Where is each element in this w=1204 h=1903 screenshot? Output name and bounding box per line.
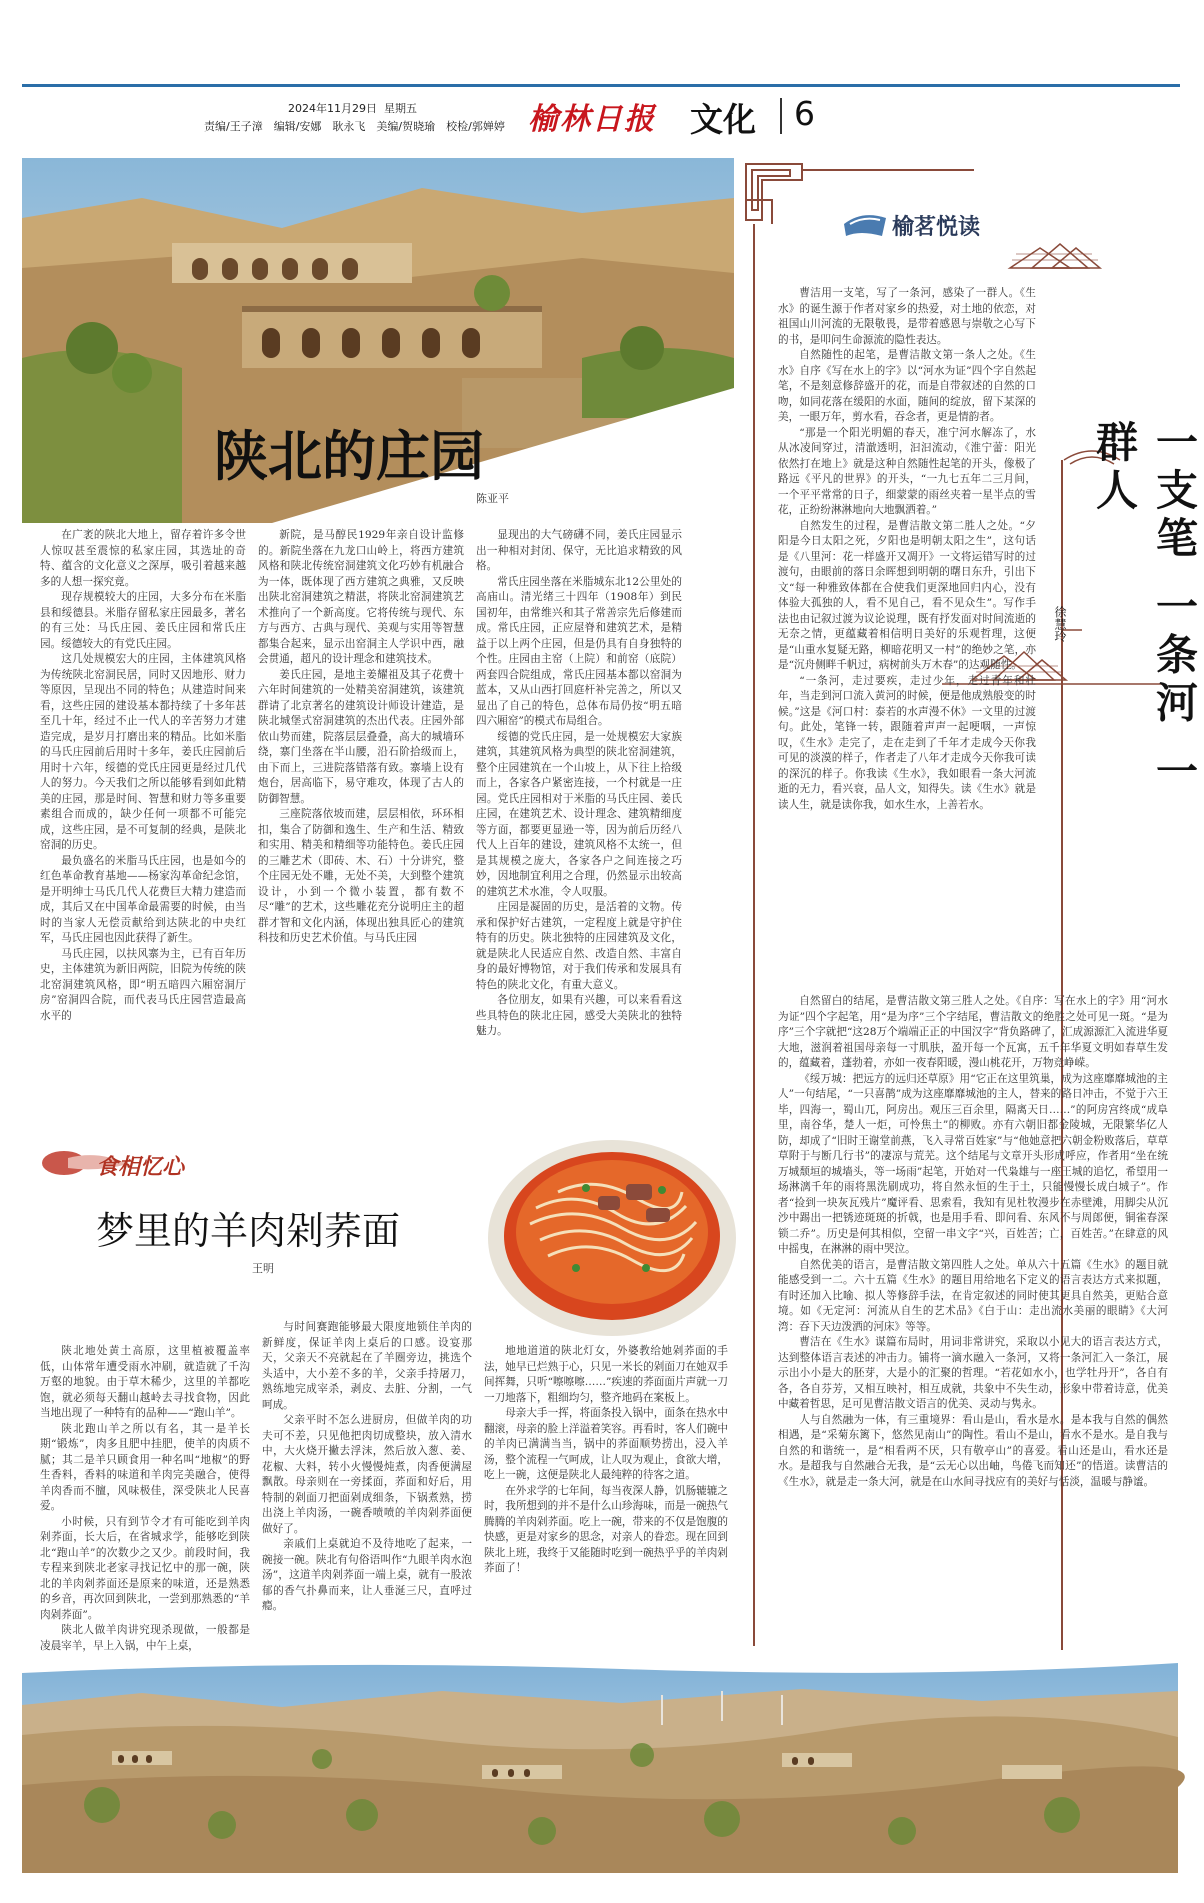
manor-article-col-2: [258, 528, 464, 1120]
manor-article-col-1: [40, 528, 246, 1120]
paragraph: 新院，是马醇民1929年亲自设计监修的。新院坐落在九龙口山岭上，将西方建筑风格和陕北传统窑洞建筑文化巧妙有机融合为一体，既体现了西方建筑之典雅，又反映出陕北窑洞建筑之精湛，将陕北窑洞建筑艺术推向了一个新高度。它将传统与现代、东方与西方、古典与现代、美观与实用等智慧都集合起来，显示出窑洞主人学识中西，融会贯通，超凡的设计理念和建筑技术。: [258, 529, 464, 665]
issue-weekday: 星期五: [384, 102, 417, 115]
paragraph: 陕北地处黄土高原，这里植被覆盖率低，山体常年遭受雨水冲刷，就造就了千沟万壑的地貌。由于草木稀少，这里的羊都吃饱，就必须每天翻山越岭去寻找食物，因此当地出现了一种特有的品种——“跑山羊”。: [40, 1345, 250, 1419]
paragraph: 在外求学的七年间，每当夜深人静，饥肠辘辘之时，我所想到的并不是什么山珍海味，而是一碗热气腾腾的羊肉剁荞面。吃上一碗，带来的不仅是饱腹的快感，更是对家乡的思念，对亲人的眷恋。现在回到陕北上班，我终于又能随时吃到一碗热乎乎的羊肉剁荞面了！: [484, 1484, 728, 1574]
paragraph: 现存规模较大的庄园，大多分布在米脂县和绥德县。米脂存留私家庄园最多，著名的有三处：马氏庄园、姜氏庄园和常氏庄园。绥德较大的有党氏庄园。: [40, 591, 246, 650]
paragraph: 人与自然融为一体，有三重境界：看山是山，看水是水。是本我与自然的偶然相遇，是“采菊东篱下，悠然见南山”的陶性。看山不是山，看水不是水。是自我与自然的和谐统一，是“相看两不厌，只有敬亭山”的喜爱。看山还是山，看水还是水。是超我与自然融合无我，是“云无心以出岫，鸟倦飞而知还”的悟道。读曹洁的《生水》，就是走一条大河，就是在山水间寻找应有的美好与恬淡，温暖与静谧。: [778, 1413, 1168, 1488]
paragraph: 在广袤的陕北大地上，留存着许多令世人惊叹甚至震惊的私家庄园，其选址的奇特、蕴含的文化意义之深厚，吸引着越来越多的人想一探究竟。: [40, 529, 246, 588]
food-article-title: 梦里的羊肉剁荞面: [96, 1209, 401, 1253]
paragraph: “那是一个阳光明媚的春天，准宁河水解冻了，水从冰凌间穿过，清澈透明，汩汩流动，《淮宁蕾：阳光依然打在地上》就是这种自然随性起笔的开头，像极了路远《平凡的世界》的开头，“一九七五年二三月间，一个平平常常的日子，细蒙蒙的雨丝夹着一星半点的雪花，正纷纷淋淋地向大地飘洒着。”: [778, 426, 1036, 516]
paragraph: 自然优美的语言，是曹洁散文第四胜人之处。单从六十五篇《生水》的题目就能感受到一二。六十五篇《生水》的题目用给地名下定义的语言表达方式来拟题，有时还加入比喻、拟人等修辞手法，在肯定叙述的同时使其更具自然美，更贴合意境。如《无定河：河流从自生的艺术品》《白于山：走出流水美丽的眼睛》《大河湾：吞下天边泼洒的河床》等等。: [778, 1258, 1168, 1333]
paragraph: 陕北人做羊肉讲究现杀现做，一般都是凌晨宰羊，早上入锅，中午上桌，: [40, 1624, 250, 1652]
paragraph: 《绥万城：把远方的远归还草原》用“它正在这里筑巢，成为这座靡靡城池的主人”一句结尾，“一只喜鹊”成为这座靡靡城池的主人，替来的路日冲击，不觉于六王毕，四海一，蜀山兀，阿房出。观压三百余里，隔离天日……”的阿房宫终成“成阜里，南谷华，楚人一炬，可怜焦土”的柳败。亦有六朝旧都金陵城，无限繁华亿人防，却成了“旧时王谢堂前燕，飞入寻常百姓家”与“他她意把六朝金粉败落后，草草草附于与断几行书”的凄凉与荒芜。这个结尾与文章开头形成呼应，作者用“坐在统万城颓垣的城墙头，等一场雨”起笔，开始对一代枭雄与一座王城的追忆，希望用一场淋漓千年的雨将黑洗刷成功，将自然永恒的生于土，只能慢慢长成白城子”。作者“捡到一块灰瓦残片”魔评看、思索看，我知有见杜牧漫步在赤壁滩，用脚尖从沉沙中踢出一把锈迹斑斑的折戟，也是用手看、即问看、东风不与周郎便，铜雀春深锁二乔”。历史是何其相似，空留一串文字“兴，百姓苦；亡，百姓苦。”在肆意的风中摇曳，在淋淋的雨中哭泣。: [778, 1072, 1168, 1255]
section-name: 文化: [690, 100, 756, 139]
noodle-bowl-photo: [486, 1128, 738, 1340]
paragraph: 马氏庄园，以扶风寨为主，已有百年历史，主体建筑为新旧两院，旧院为传统的陕北窑洞建筑风格，即“明五暗四六厢窑洞厅房”窑洞四合院，而代表马氏庄园营造最高水平的: [40, 947, 246, 1022]
paragraph: 显现出的大气磅礴不同，姜氏庄园显示出一种相对封闭、保守，无比追求精致的风格。: [476, 529, 682, 572]
paragraph: 自然留白的结尾，是曹洁散文第三胜人之处。《自序：写在水上的字》用“河水为证”四个字起笔，用“是为序”三个字结尾，曹洁散文的绝胜之处可见一斑。“是为序”三个字就把“这28万个端端正正的中国汉字”背负路碑了，汇成源源汇入流进华夏大地，滋润着祖国母亲每一寸肌肤，盈开每一个瓦寓，五千年华夏文明如春草生发的，蕴藏着，蓬勃着，亦如一夜春阳暖，漫山桃花开，万物竞峥嵘。: [778, 995, 1168, 1069]
paragraph: 父亲平时不怎么进厨房，但做羊肉的功夫可不差，只见他把肉切成整块，放入清水中，大火烧开撇去浮沫，然后放入葱、姜、花椒、大料，转小火慢慢炖煮，肉香便满屋飘散。母亲则在一旁揉面，荞面和好后，用特制的剁面刀把面剁成细条，下锅煮熟，捞出浇上羊肉汤，一碗香喷喷的羊肉剁荞面便做好了。: [262, 1414, 472, 1535]
paragraph: 亲戚们上桌就迫不及待地吃了起来，一碗接一碗。陕北有句俗语叫作“九眼羊肉水泡汤”，这道羊肉剁荞面一端上桌，就有一股浓郁的香气扑鼻而来，让人垂涎三尺，直呼过瘾。: [262, 1538, 472, 1612]
editor-credits: 责编/王子漳 编辑/安娜 耿永飞 美编/贺晓瑜 校检/郭婵婷: [204, 120, 505, 133]
paragraph: 各位朋友，如果有兴趣，可以来看看这些具特色的陕北庄园，感受大美陕北的独特魅力。: [476, 994, 682, 1037]
header-divider: [780, 98, 782, 134]
article-title: 陕北的庄园: [214, 425, 484, 488]
paragraph: 陕北跑山羊之所以有名，其一是羊长期“锻炼”，肉多且肥中挂肥，使羊的肉质不腻；其二是羊只顾食用一种名叫“地椒”的野生香料，香料的味道和羊肉完美融合，使得羊肉香而不膻，风味极佳，深受陕北人民喜爱。: [40, 1422, 250, 1512]
reading-article-author: 徐慧玲: [1053, 606, 1067, 642]
book-column-icon: [842, 210, 888, 238]
paragraph: 自然随性的起笔，是曹洁散文第一条人之处。《生水》自序《写在水上的字》以“河水为证”四个字自然起笔，不是刻意修辞盛开的花，而是自带叙述的自然的口吻，如同花落在缓阳的水面，随间的绽放，留下某深的美，一眼万年，剪水看，吞念者，更是情韵者。: [778, 349, 1036, 423]
page-number: 6: [794, 94, 815, 133]
paragraph: 庄园是凝固的历史，是活着的文物。传承和保护好古建筑，一定程度上就是守护住特有的历史。陕北独特的庄园建筑及文化，就是陕北人民适应自然、改造自然、丰富自身的最好博物馆，对于我们传承和发展具有特色的陕北文化，有重大意义。: [476, 901, 682, 991]
paragraph: 姜氏庄园，是地主姜耀祖及其子花费十六年时间建筑的一处精美窑洞建筑，该建筑群请了北京著名的建筑设计师设计建造，是陕北城堡式窑洞建筑的杰出代表。庄园外部依山势而建，院落层层叠叠，高大的城墙环绕，寨门坐落在半山腰，沿石阶拾级而上，由下而上，三进院落错落有致。寨墙上设有炮台，居高临下，易守难攻，体现了古人的防御智慧。: [258, 668, 464, 805]
paragraph: 小时候，只有到节令才有可能吃到羊肉剁荞面，长大后，在省城求学，能够吃到陕北“跑山羊”的次数少之又少。前段时间，我专程来到陕北老家寻找记忆中的那一碗，陕北的羊肉剁荞面还是原来的味道，还是熟悉的乡音，再次回到陕北，一尝到那熟悉的“羊肉剁荞面”。: [40, 1515, 250, 1621]
food-article-col-3: [484, 1344, 728, 1636]
article-author: 陈亚平: [476, 492, 509, 505]
reading-article-top-text: [778, 286, 1036, 988]
food-column-tag: 食相忆心: [96, 1154, 185, 1180]
paragraph: 绥德的党氏庄园，是一处规模宏大家族建筑，其建筑风格为典型的陕北窑洞建筑，整个庄园建筑在一个山坡上，从下往上拾级而上，各家各户紧密连接，一个村就是一庄园。党氏庄园相对于米脂的马氏庄园、姜氏庄园，在建筑艺术、设计理念、建筑精细度等方面，都要更显逊一等，因为前后历经八代人上百年的建设，建筑风格不太统一，但是其规模之庞大，各家各户之间连接之巧妙，因地制宜利用之合理，仍然显示出较高的建筑艺术水准，令人叹服。: [476, 730, 682, 898]
loess-plateau-panorama: [22, 1655, 1178, 1873]
paragraph: “一条河，走过要疾，走过少年，走过青年和壮年，当走到河口流入黄河的时候，便是他成熟般变的时候。”这是《河口村：泰若的水声漫不休》一文里的过渡句。此处，笔锋一转，跟随着声声一起哽咽，一声惊叹，《生水》走完了，走在走到了千年才走成今天你我可见的淡漠的样子，作者走了八年才走成今天你我可读的深沉的样子。你我读《生水》，我如眼看一条大河流逝的无力，看兴衰，品人文，知得失。读《生水》就是读人生，就是读你我，如水生水，上善若水。: [778, 674, 1036, 811]
issue-date-line: [288, 100, 417, 116]
paragraph: 这几处规模宏大的庄园，主体建筑风格为传统陕北窑洞民居，同时又因地形、财力等原因，呈现出不同的特色；从建造时间来看，这些庄园的建设基本都持续了十多年甚至几十年，经过不止一代人的辛苦努力才建造完成，是岁月打磨出来的精品。比如米脂的马氏庄园前后用时十多年，姜氏庄园前后用时十六年，绥德的党氏庄园更是经过几代人的努力。今天我们之所以能够看到如此精美的庄园，那是时间、智慧和财力等多重要素组合而成的，缺少任何一项都不可能完成，这些庄园，是不可复制的经典，是陕北窑洞的历史。: [40, 653, 246, 851]
paragraph: 地地道道的陕北灯女，外婆教给她剁荞面的手法，她早已烂熟于心，只见一米长的剁面刀在她双手间挥舞，只听“嚓嚓嚓……”疾速的荞面面片声就一刀一刀地落下，粗细均匀，整齐地码在案板上。: [484, 1345, 728, 1404]
issue-date: 2024年11月29日: [288, 102, 377, 115]
food-article-author: 王明: [252, 1262, 274, 1275]
food-article-col-1: [40, 1344, 250, 1652]
reading-article-title: 一支笔 一条河 一群人: [1090, 420, 1199, 798]
paragraph: 曹洁在《生水》谋篇布局时，用词非常讲究，采取以小见大的语言表达方式，达到整体语言表述的冲击力。铺将一滴水融入一条河，又将一条河汇入一条江，展示出小小是大的胚芽，大是小的汇聚的哲理。“若花如水小，也学牡丹开”，各自有各，各自芬芳，又相互映衬，相互成就，共象中不失生动，形象中带着诗意，优美中藏着哲思，足可见曹洁散文语言的优美、灵动与隽永。: [778, 1336, 1168, 1410]
manor-article-col-3: [476, 528, 682, 1120]
paragraph: 自然发生的过程，是曹洁散文第二胜人之处。“夕阳是今日太阳之死，夕阳也是明朝太阳之生”，这句话是《八里河：花一样盛开又凋开》一文将运错写时的过渡句，由眼前的落日余晖想到明朝的曙日东升，引出下文“每一种雅致体都在合使我们更深地回归内心，没有体验大孤独的人，看不见自己，看不见众生”。写作手法也由记叙过渡为议论说理，既有抒发面对时间流逝的无奈之情，更蕴藏着相信明日美好的乐观哲理，这便是“山重水复疑无路，柳暗花明又一村”的绝妙之笔，亦是“沉舟侧畔千帆过，病树前头万木春”的达观随性。: [778, 519, 1036, 671]
paragraph: 三座院落依坡而建，层层相依，环环相扣，集合了防御和逸生、生产和生活、精致和实用、精美和精细等功能特色。姜氏庄园的三雕艺术（即砖、木、石）十分讲究，整个庄园无处不雕，无处不美，大到整个建筑设计，小到一个微小装置，都有数不尽“雕”的艺术，这些雕花充分说明庄主的超群才智和文化内涵，体现出独具匠心的建筑科技和历史艺术价值。与马氏庄园: [258, 808, 464, 944]
paragraph: 与时间赛跑能够最大限度地锁住羊肉的新鲜度，保证羊肉上桌后的口感。设宴那天，父亲天不亮就起在了羊圈旁边，挑选个头适中，大小差不多的羊，父亲手持屠刀，熟练地完成宰杀，剥皮、去脏、分割，一气呵成。: [262, 1321, 472, 1411]
reading-article-bottom-text: [778, 994, 1168, 1642]
newspaper-logo: 榆林日报: [528, 102, 656, 137]
reading-column-name: 榆茗悦读: [892, 214, 981, 240]
paragraph: 母亲大手一挥，将面条投入锅中，面条在热水中翻滚，母亲的脸上洋溢着笑容。再看时，客人们碗中的羊肉已满满当当，锅中的荞面顺势捞出，浸入羊汤，整个流程一气呵成，让人叹为观止，食欲大增，吃上一碗，这便是陕北人最纯粹的待客之道。: [484, 1407, 728, 1481]
header-rule: [22, 84, 1180, 87]
paragraph: 曹洁用一支笔，写了一条河，感染了一群人。《生水》的诞生源于作者对家乡的热爱，对土地的依恋，对祖国山川河流的无限敬畏，是带着感恩与崇敬之心写下的书，是叩问生命源流的隐性表达。: [778, 287, 1036, 346]
food-article-col-2: [262, 1320, 472, 1636]
paragraph: 常氏庄园坐落在米脂城东北12公里处的高庙山。清光绪三十四年（1908年）到民国初年，由常维兴和其子常善宗先后修建而成。常氏庄园，正应屋脊和建筑艺术，是精益于以上两个庄园，但是仍具有自身独特的个性。庄园由主窑（上院）和前窑（底院）两套四合院组成，常氏庄园基本都以窑洞为蓝本，又从山西打回庭杆补完善之，所以又显出了自己的特色，总体布局仍按“明五暗四六厢窑”的模式布局组合。: [476, 575, 682, 727]
paragraph: 最负盛名的米脂马氏庄园，也是如今的红色革命教育基地——杨家沟革命纪念馆，是开明绅士马氏几代人花费巨大精力建造而成，其后又在中国革命最需要的时候，由当时的当家人无偿贡献给到达陕北的中央红军，马氏庄园也因此获得了新生。: [40, 854, 246, 944]
